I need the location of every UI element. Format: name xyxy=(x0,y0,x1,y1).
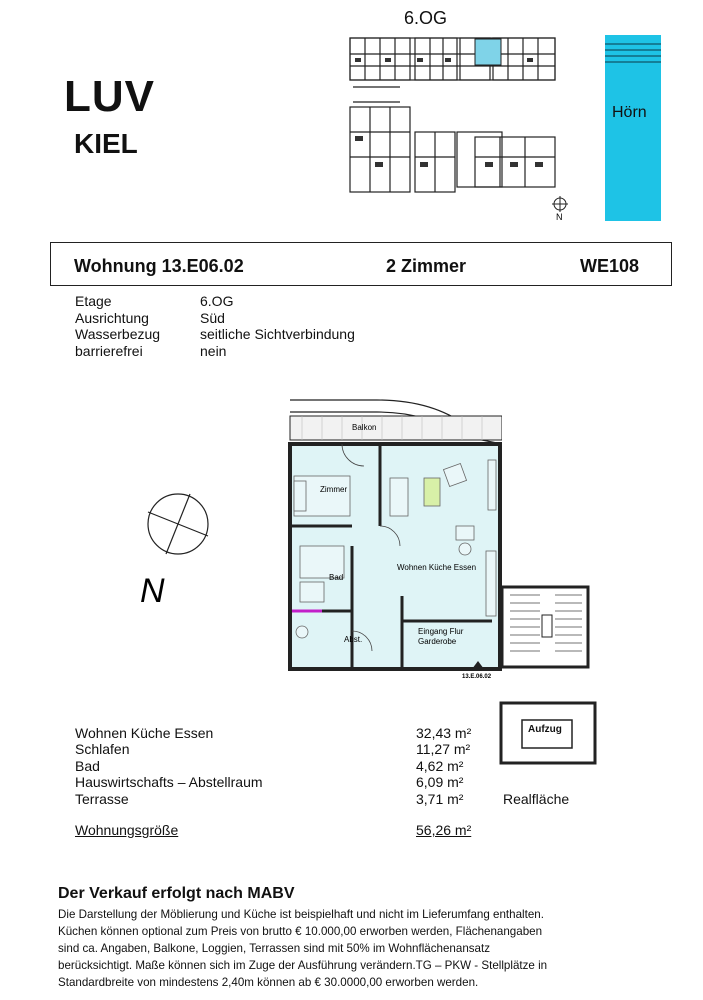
info-label-etage: Etage xyxy=(75,293,112,309)
unit-code: WE108 xyxy=(580,256,640,276)
sale-title: Der Verkauf erfolgt nach MABV xyxy=(58,885,295,902)
area-value: 4,62 m² xyxy=(416,758,464,774)
logo-kiel: KIEL xyxy=(74,128,138,159)
info-value-wasserbezug: seitliche Sichtverbindung xyxy=(200,326,355,342)
compass-north-label: N xyxy=(140,572,165,610)
stairwell xyxy=(500,585,590,670)
room-label-bedroom: Zimmer xyxy=(320,485,348,494)
balcony-label: Balkon xyxy=(352,423,377,432)
compass-icon xyxy=(136,490,220,610)
info-label-ausrichtung: Ausrichtung xyxy=(75,310,149,326)
area-label: Terrasse xyxy=(75,791,129,807)
info-value-etage: 6.OG xyxy=(200,293,234,309)
site-plan xyxy=(345,32,675,227)
area-label: Bad xyxy=(75,758,100,774)
room-label-living: Wohnen Küche Essen xyxy=(397,563,477,572)
disclaimer-text: Die Darstellung der Möblierung und Küche ist beispielhaft und nicht im Lieferumfang enthalten. Küchen können optional zum Preis von brutto € 10.000,00 erworben werden, Flächenangaben sind ca. Angaben, Balkone, Loggien, Terrassen sind mit 50% im Wohnflächenansatz berücksichtigt. Maße können sich im Zuge der Ausführung verändern.TG – PKW - Stellplätze in Standardbreite von mindestens 2,40m können ab € 30.0000,00 erworben werden. xyxy=(58,908,548,989)
unit-rooms: 2 Zimmer xyxy=(386,256,467,276)
floor-label: 6.OG xyxy=(404,8,448,28)
info-value-barrierefrei: nein xyxy=(200,343,227,359)
area-label: Hauswirtschafts – Abstellraum xyxy=(75,774,263,790)
logo-luv: LUV xyxy=(64,72,155,121)
water-label: Hörn xyxy=(612,104,647,121)
info-value-ausrichtung: Süd xyxy=(200,310,225,326)
site-north-label: N xyxy=(556,212,563,222)
area-note: Realfläche xyxy=(503,791,570,807)
area-value: 11,27 m² xyxy=(416,741,471,757)
area-value: 6,09 m² xyxy=(416,774,464,790)
elevator-label: Aufzug xyxy=(528,724,562,735)
area-value: 32,43 m² xyxy=(416,725,472,741)
total-label: Wohnungsgröße xyxy=(75,822,179,838)
unit-tag: 13.E.06.02 xyxy=(462,674,492,680)
area-label: Schlafen xyxy=(75,741,130,757)
floor-plan xyxy=(282,386,502,681)
room-label-storage: Abst. xyxy=(344,635,363,644)
room-label-bath: Bad xyxy=(329,573,344,582)
room-label-entry: Eingang Flur Garderobe xyxy=(418,627,464,646)
area-label: Wohnen Küche Essen xyxy=(75,725,214,741)
area-value: 3,71 m² xyxy=(416,791,464,807)
total-value: 56,26 m² xyxy=(416,822,472,838)
info-label-barrierefrei: barrierefrei xyxy=(75,343,143,359)
info-label-wasserbezug: Wasserbezug xyxy=(75,326,161,342)
unit-title: Wohnung 13.E06.02 xyxy=(74,256,244,276)
